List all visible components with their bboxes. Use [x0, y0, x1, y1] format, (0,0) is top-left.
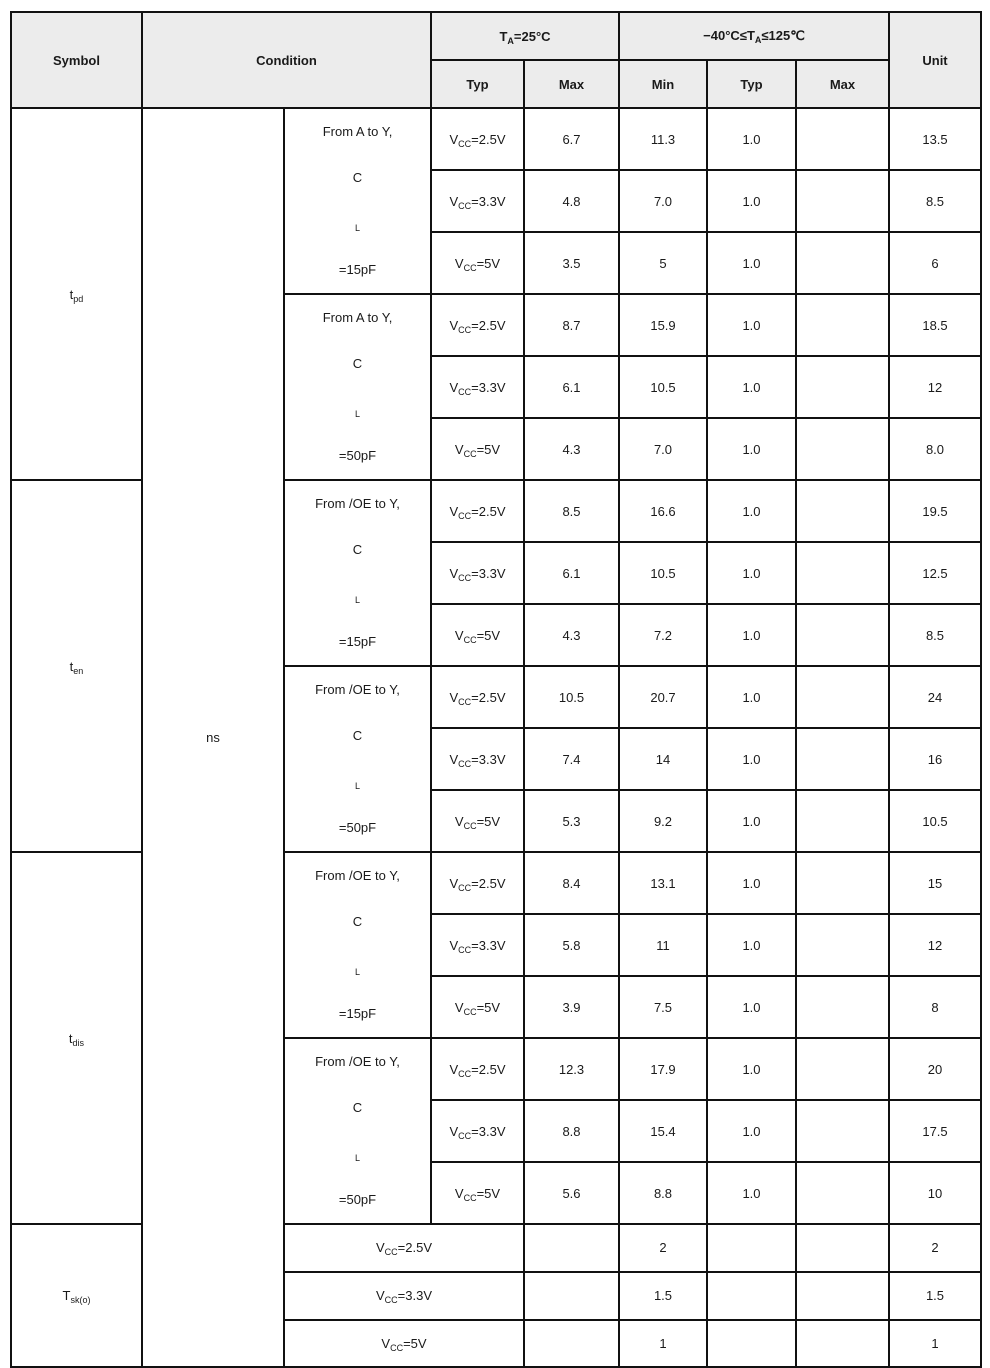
- cell-max-25c: 17.9: [619, 1038, 707, 1100]
- cell-max: 18.5: [889, 294, 981, 356]
- cell-typ-25c: 6.7: [524, 108, 619, 170]
- header-max: Max: [796, 60, 889, 108]
- cell-min: 1.0: [707, 790, 796, 852]
- load-condition: [284, 852, 431, 1038]
- load-condition: [284, 294, 431, 480]
- cell-min: 1.0: [707, 914, 796, 976]
- load-capacitance: C $_L$ =15pF: [338, 542, 377, 649]
- cell-max: 2: [889, 1224, 981, 1272]
- vcc-condition: $V_{CC}=2.5V$: [431, 666, 524, 728]
- cell-min: [707, 1224, 796, 1272]
- cell-max: 1: [889, 1320, 981, 1368]
- cell-min: 1.0: [707, 418, 796, 480]
- cell-max-25c: 10.5: [619, 356, 707, 418]
- cell-min: 1.0: [707, 542, 796, 604]
- cell-max-25c: 14: [619, 728, 707, 790]
- cell-typ-25c: 10.5: [524, 666, 619, 728]
- cell-max-25c: 9.2: [619, 790, 707, 852]
- cell-typ-25c: 3.9: [524, 976, 619, 1038]
- load-condition: [284, 1038, 431, 1224]
- cell-typ-25c: 4.3: [524, 604, 619, 666]
- cell-max: 13.5: [889, 108, 981, 170]
- vcc-condition: $V_{CC}=2.5V$: [431, 480, 524, 542]
- cell-typ: [796, 170, 889, 232]
- cell-max-25c: 7.2: [619, 604, 707, 666]
- switching-characteristics-table: [10, 11, 982, 1368]
- header-unit: Unit: [889, 12, 981, 108]
- cell-min: 1.0: [707, 604, 796, 666]
- cell-typ: [796, 108, 889, 170]
- vcc-condition: $V_{CC}=2.5V$: [431, 852, 524, 914]
- cell-typ-25c: 5.8: [524, 914, 619, 976]
- cell-typ-25c: 8.7: [524, 294, 619, 356]
- vcc-condition: $V_{CC}=3.3V$: [431, 170, 524, 232]
- cell-typ: [796, 914, 889, 976]
- cell-max: 8.5: [889, 170, 981, 232]
- cell-max: 24: [889, 666, 981, 728]
- cell-max-25c: 11: [619, 914, 707, 976]
- cell-typ-25c: 8.4: [524, 852, 619, 914]
- cell-max: 17.5: [889, 1100, 981, 1162]
- cell-min: 1.0: [707, 976, 796, 1038]
- path-label: From A to Y,: [322, 310, 393, 325]
- cell-typ: [796, 1272, 889, 1320]
- cell-max-25c: 20.7: [619, 666, 707, 728]
- symbol-cell: $T_{sk(o)}$: [11, 1224, 142, 1367]
- cell-typ: [796, 1224, 889, 1272]
- cell-typ: [796, 604, 889, 666]
- cell-typ-25c: 4.3: [524, 418, 619, 480]
- cell-max: 12: [889, 914, 981, 976]
- cell-typ: [796, 1320, 889, 1368]
- cell-typ: [796, 480, 889, 542]
- cell-typ: [796, 666, 889, 728]
- unit-cell: ns: [142, 108, 284, 1367]
- cell-max: 12: [889, 356, 981, 418]
- cell-typ-25c: 7.4: [524, 728, 619, 790]
- load-condition: [284, 480, 431, 666]
- cell-max-25c: 1.5: [619, 1272, 707, 1320]
- cell-typ: [796, 542, 889, 604]
- cell-typ-25c: 5.6: [524, 1162, 619, 1224]
- cell-max-25c: 7.5: [619, 976, 707, 1038]
- cell-typ: [796, 1162, 889, 1224]
- header-min: Min: [619, 60, 707, 108]
- header-temp-range: $-40^\circ C\le T_A\le 125℃$: [619, 12, 889, 60]
- vcc-condition: $V_{CC}=3.3V$: [431, 542, 524, 604]
- cell-typ: [796, 294, 889, 356]
- header-typ: Typ: [707, 60, 796, 108]
- cell-max: 10.5: [889, 790, 981, 852]
- symbol-cell: $t_{en}$: [11, 480, 142, 852]
- cell-max-25c: 8.8: [619, 1162, 707, 1224]
- vcc-condition: $V_{CC}=2.5V$: [284, 1224, 524, 1272]
- cell-typ-25c: [524, 1320, 619, 1368]
- vcc-condition: $V_{CC}=3.3V$: [284, 1272, 524, 1320]
- vcc-condition: $V_{CC}=3.3V$: [431, 728, 524, 790]
- cell-min: [707, 1320, 796, 1368]
- load-capacitance: C $_L$ =15pF: [338, 170, 377, 277]
- cell-min: [707, 1272, 796, 1320]
- vcc-condition: $V_{CC}=5V$: [431, 232, 524, 294]
- cell-typ-25c: 8.5: [524, 480, 619, 542]
- load-capacitance: C $_L$ =50pF: [338, 356, 377, 463]
- header-ta-25c: $T_A=25^\circ C$: [431, 12, 619, 60]
- header-condition: Condition: [142, 12, 431, 108]
- cell-max-25c: 1: [619, 1320, 707, 1368]
- vcc-condition: $V_{CC}=5V$: [431, 418, 524, 480]
- vcc-condition: $V_{CC}=3.3V$: [431, 914, 524, 976]
- cell-max-25c: 15.9: [619, 294, 707, 356]
- cell-min: 1.0: [707, 852, 796, 914]
- vcc-condition: $V_{CC}=3.3V$: [431, 1100, 524, 1162]
- cell-typ-25c: [524, 1272, 619, 1320]
- load-condition: [284, 666, 431, 852]
- cell-min: 1.0: [707, 1162, 796, 1224]
- cell-typ: [796, 232, 889, 294]
- cell-min: 1.0: [707, 480, 796, 542]
- cell-max-25c: 15.4: [619, 1100, 707, 1162]
- symbol-cell: $t_{dis}$: [11, 852, 142, 1224]
- cell-typ: [796, 728, 889, 790]
- vcc-condition: $V_{CC}=2.5V$: [431, 108, 524, 170]
- cell-typ: [796, 852, 889, 914]
- cell-max-25c: 5: [619, 232, 707, 294]
- cell-typ-25c: [524, 1224, 619, 1272]
- cell-typ-25c: 6.1: [524, 356, 619, 418]
- cell-max: 6: [889, 232, 981, 294]
- cell-min: 1.0: [707, 666, 796, 728]
- cell-typ-25c: 5.3: [524, 790, 619, 852]
- header-symbol: Symbol: [11, 12, 142, 108]
- cell-max: 12.5: [889, 542, 981, 604]
- cell-max: 15: [889, 852, 981, 914]
- cell-typ: [796, 1100, 889, 1162]
- cell-min: 1.0: [707, 1038, 796, 1100]
- path-label: From /OE to Y,: [315, 496, 400, 511]
- vcc-condition: $V_{CC}=5V$: [431, 976, 524, 1038]
- cell-max-25c: 13.1: [619, 852, 707, 914]
- cell-typ-25c: 12.3: [524, 1038, 619, 1100]
- vcc-condition: $V_{CC}=3.3V$: [431, 356, 524, 418]
- table-header: [11, 12, 981, 108]
- vcc-condition: $V_{CC}=5V$: [284, 1320, 524, 1368]
- cell-min: 1.0: [707, 232, 796, 294]
- path-label: From A to Y,: [322, 124, 393, 139]
- cell-typ: [796, 418, 889, 480]
- load-capacitance: C $_L$ =50pF: [338, 1100, 377, 1207]
- cell-typ: [796, 356, 889, 418]
- cell-max: 20: [889, 1038, 981, 1100]
- cell-max-25c: 10.5: [619, 542, 707, 604]
- cell-typ: [796, 976, 889, 1038]
- cell-max-25c: 2: [619, 1224, 707, 1272]
- load-capacitance: C $_L$ =50pF: [338, 728, 377, 835]
- cell-max: 16: [889, 728, 981, 790]
- cell-max: 8.0: [889, 418, 981, 480]
- path-label: From /OE to Y,: [315, 1054, 400, 1069]
- symbol-cell: $t_{pd}$: [11, 108, 142, 480]
- path-label: From /OE to Y,: [315, 682, 400, 697]
- vcc-condition: $V_{CC}=5V$: [431, 790, 524, 852]
- cell-min: 1.0: [707, 170, 796, 232]
- load-capacitance: C $_L$ =15pF: [338, 914, 377, 1021]
- table-body: [11, 108, 981, 1367]
- cell-min: 1.0: [707, 728, 796, 790]
- cell-max-25c: 16.6: [619, 480, 707, 542]
- cell-min: 1.0: [707, 294, 796, 356]
- cell-max-25c: 11.3: [619, 108, 707, 170]
- cell-max: 19.5: [889, 480, 981, 542]
- path-label: From /OE to Y,: [315, 868, 400, 883]
- vcc-condition: $V_{CC}=5V$: [431, 1162, 524, 1224]
- cell-max: 10: [889, 1162, 981, 1224]
- cell-typ: [796, 790, 889, 852]
- header-max-25c: Max: [524, 60, 619, 108]
- vcc-condition: $V_{CC}=2.5V$: [431, 1038, 524, 1100]
- header-typ-25c: Typ: [431, 60, 524, 108]
- load-condition: [284, 108, 431, 294]
- cell-typ-25c: 8.8: [524, 1100, 619, 1162]
- vcc-condition: $V_{CC}=2.5V$: [431, 294, 524, 356]
- cell-min: 1.0: [707, 356, 796, 418]
- vcc-condition: $V_{CC}=5V$: [431, 604, 524, 666]
- cell-min: 1.0: [707, 1100, 796, 1162]
- cell-typ: [796, 1038, 889, 1100]
- cell-max: 8.5: [889, 604, 981, 666]
- cell-max: 8: [889, 976, 981, 1038]
- cell-typ-25c: 3.5: [524, 232, 619, 294]
- cell-min: 1.0: [707, 108, 796, 170]
- cell-typ-25c: 6.1: [524, 542, 619, 604]
- table-row: [11, 108, 981, 170]
- cell-max-25c: 7.0: [619, 170, 707, 232]
- cell-max: 1.5: [889, 1272, 981, 1320]
- cell-max-25c: 7.0: [619, 418, 707, 480]
- cell-typ-25c: 4.8: [524, 170, 619, 232]
